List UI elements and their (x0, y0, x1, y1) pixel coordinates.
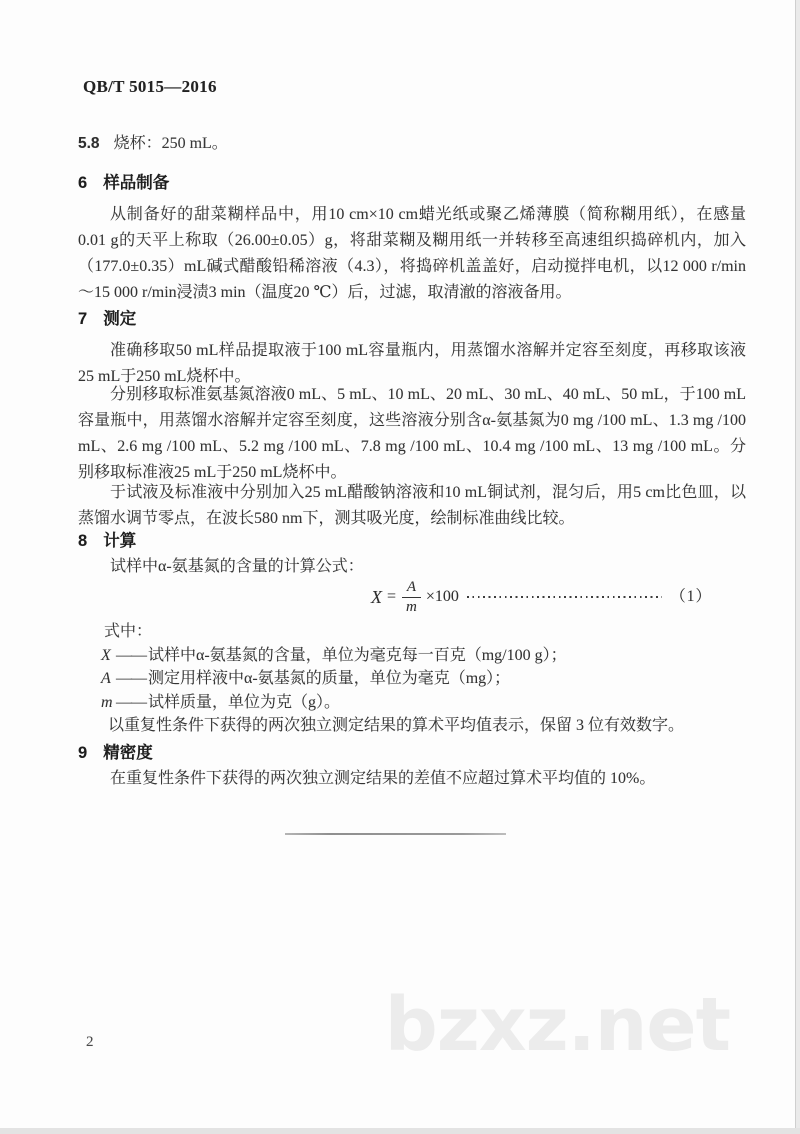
section-8-number: 8 (78, 532, 88, 550)
definition-row-x (101, 644, 746, 668)
page-number: 2 (86, 1034, 94, 1050)
scan-edge-right (795, 0, 800, 1134)
definition-symbol: A (101, 670, 111, 687)
clause-5-8 (78, 131, 746, 157)
section-9-paragraph: 在重复性条件下获得的两次独立测定结果的差值不应超过算术平均值的 10%。 (110, 769, 656, 787)
definition-row-a (101, 667, 746, 691)
section-9-heading (78, 740, 746, 766)
section-7-paragraph-2: 分别移取标准氨基氮溶液0 mL、5 mL、10 mL、20 mL、30 mL、40 mL、50 mL，于100 mL容量瓶中，用蒸馏水溶解并定容至刻度，这些溶液分别含α-氨基氮为0 mg /100 mL、1.3 mg /100 mL、2.6 mg /100 mL、5.2 mg /100 mL、7.8 mg /100 mL、10.4 mg /100 mL、13 mg /100 mL。分别移取标准液25 mL于250 mL烧杯中。 (78, 386, 746, 481)
definition-text: 测定用样液中α-氨基氮的质量，单位为毫克（mg）； (148, 670, 511, 687)
section-9-title: 精密度 (103, 743, 153, 762)
definition-symbol: m (101, 693, 113, 711)
section-7-paragraph-1: 准确移取50 mL样品提取液于100 mL容量瓶内，用蒸馏水溶解并定容至刻度，再移取该液25 mL于250 mL烧杯中。 (78, 342, 746, 385)
formula-denominator: m (406, 598, 417, 615)
section-7-paragraph-3: 于试液及标准液中分别加入25 mL醋酸钠溶液和10 mL铜试剂，混匀后，用5 cm比色皿，以蒸馏水调节零点，在波长580 nm下，测其吸光度，绘制标准曲线比较。 (78, 484, 746, 527)
formula (78, 574, 746, 620)
scan-edge-bottom (0, 1128, 800, 1134)
clause-5-8-text: 烧杯：250 mL。 (113, 135, 228, 152)
standard-number: QB/T 5015—2016 (83, 77, 217, 96)
watermark: bzxz.net (384, 982, 730, 1068)
definition-dash: —— (116, 646, 146, 664)
formula-fraction (401, 579, 422, 614)
section-9-number: 9 (78, 743, 88, 762)
formula-number: （1） (670, 588, 712, 605)
end-divider (285, 833, 506, 835)
section-6-heading (78, 170, 746, 196)
section-7-number: 7 (78, 310, 88, 328)
definition-symbol: X (101, 646, 111, 664)
section-7-heading (78, 306, 746, 332)
page-content (78, 74, 746, 792)
where-label: 式中： (104, 623, 153, 640)
formula-multiplier: ×100 (425, 588, 459, 605)
definition-dash: —— (116, 693, 146, 711)
section-6-paragraph: 从制备好的甜菜糊样品中，用10 cm×10 cm蜡光纸或聚乙烯薄膜（简称糊用纸），在感量0.01 g的天平上称取（26.00±0.05）g，将甜菜糊及糊用纸一并转移至高速组织捣碎机内，加入（177.0±0.35）mL碱式醋酸铅稀溶液（4.3），将捣碎机盖盖好，启动搅拌电机，以12 000 r/min～15 000 r/min浸渍3 min（温度20 ℃）后，过滤，取清澈的溶液备用。 (78, 206, 746, 301)
formula-numerator: A (402, 579, 421, 597)
section-6-number: 6 (78, 174, 88, 192)
section-7-title: 测定 (103, 310, 137, 328)
definition-text: 试样中α-氨基氮的含量，单位为毫克每一百克（mg/100 g）； (148, 646, 567, 664)
section-8-title: 计算 (103, 532, 137, 550)
formula-equals: = (387, 588, 397, 605)
formula-lhs: X (371, 587, 382, 607)
definition-row-m (101, 691, 746, 715)
formula-intro: 试样中α-氨基氮的含量的计算公式： (110, 558, 364, 575)
dotted-leader (467, 596, 662, 598)
clause-5-8-number: 5.8 (78, 135, 100, 152)
definition-text: 试样质量，单位为克（g）。 (148, 693, 341, 711)
calculation-closing-note: 以重复性条件下获得的两次独立测定结果的算术平均值表示，保留 3 位有效数字。 (108, 717, 685, 734)
section-6-title: 样品制备 (103, 174, 170, 192)
definition-dash: —— (116, 670, 146, 687)
